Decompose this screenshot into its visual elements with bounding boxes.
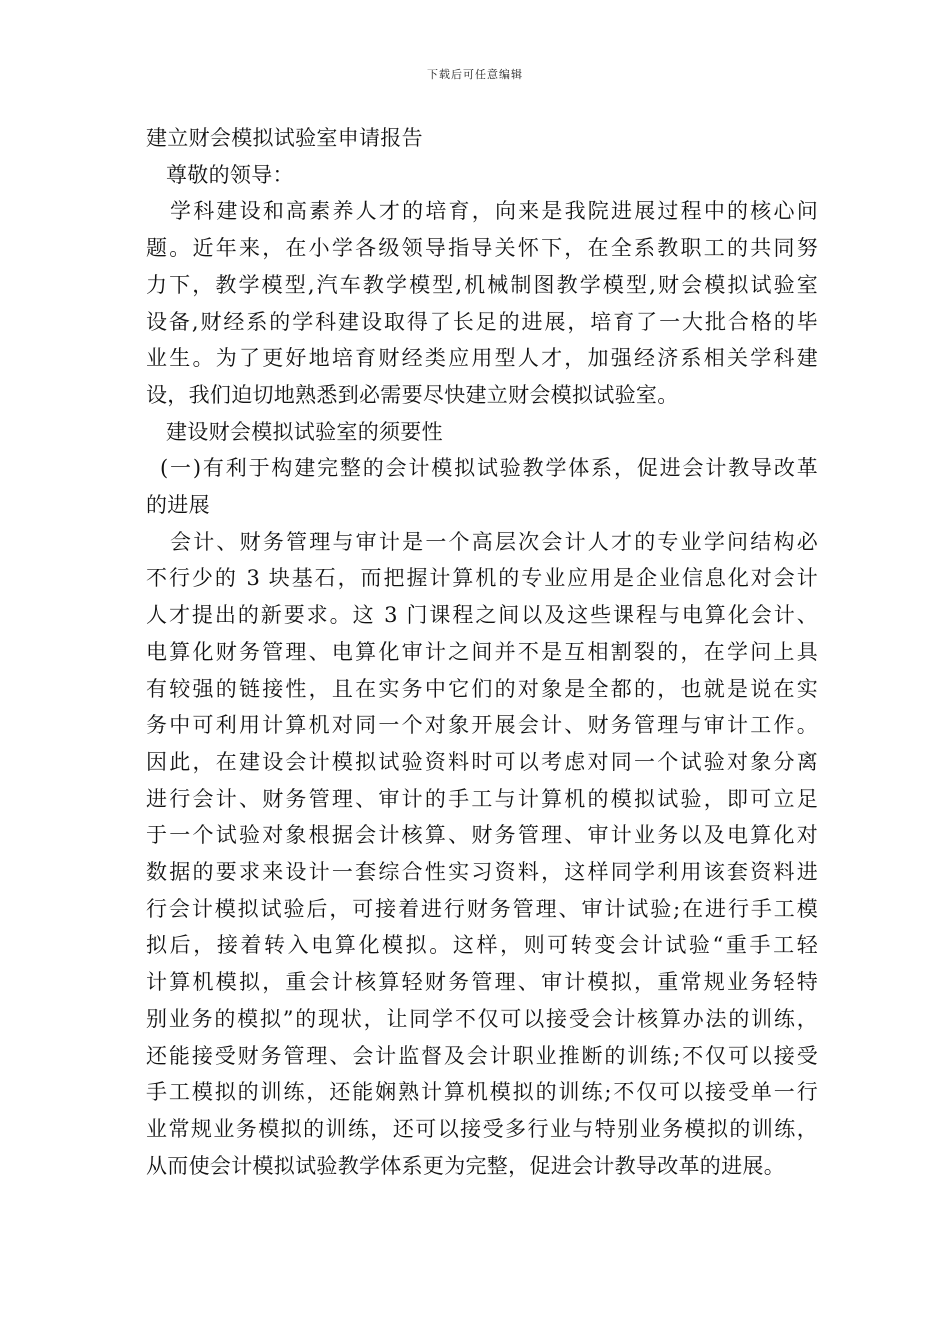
salutation: 尊敬的领导：: [166, 162, 294, 187]
paragraph-line: 不行少的 3 块基石，而把握计算机的专业应用是企业信息化对会计: [146, 566, 818, 591]
paragraph-line: 业常规业务模拟的训练，还可以接受多行业与特别业务模拟的训练，: [146, 1116, 818, 1141]
paragraph-line: 手工模拟的训练，还能娴熟计算机模拟的训练;不仅可以接受单一行: [146, 1080, 818, 1105]
paragraph-line: 人才提出的新要求。这 3 门课程之间以及这些课程与电算化会计、: [146, 603, 818, 628]
paragraph-line: 别业务的模拟”的现状，让同学不仅可以接受会计核算办法的训练，: [146, 1006, 818, 1031]
paragraph-line: 设备,财经系的学科建设取得了长足的进展，培育了一大批合格的毕: [146, 309, 818, 334]
paragraph-line: 拟后，接着转入电算化模拟。这样，则可转变会计试验“重手工轻: [146, 933, 818, 958]
paragraph-line: 会计、财务管理与审计是一个高层次会计人才的专业学问结构必: [170, 529, 818, 554]
paragraph-line: 设，我们迫切地熟悉到必需要尽快建立财会模拟试验室。: [146, 382, 679, 407]
paragraph-line: 学科建设和高素养人才的培育，向来是我院进展过程中的核心问: [170, 199, 818, 224]
paragraph-line: 进行会计、财务管理、审计的手工与计算机的模拟试验，即可立足: [146, 786, 818, 811]
paragraph-line: 电算化财务管理、电算化审计之间并不是互相割裂的，在学问上具: [146, 639, 818, 664]
paragraph-line: 数据的要求来设计一套综合性实习资料，这样同学利用该套资料进: [146, 860, 818, 885]
paragraph-line: 题。近年来，在小学各级领导指导关怀下，在全系教职工的共同努: [146, 236, 818, 261]
paragraph-line: 行会计模拟试验后，可接着进行财务管理、审计试验;在进行手工模: [146, 896, 818, 921]
body-paragraph: [146, 524, 818, 1185]
document-title: 建立财会模拟试验室申请报告: [146, 126, 423, 150]
section-heading: 建设财会模拟试验室的须要性: [166, 419, 443, 444]
intro-paragraph: [146, 193, 818, 413]
paragraph-line: 业生。为了更好地培育财经类应用型人才，加强经济系相关学科建: [146, 346, 818, 371]
paragraph-line: 还能接受财务管理、会计监督及会计职业推断的训练;不仅可以接受: [146, 1043, 818, 1068]
subheading-line: 的进展: [146, 493, 210, 518]
paragraph-line: 有较强的链接性，且在实务中它们的对象是全都的，也就是说在实: [146, 676, 818, 701]
page-header-note: 下载后可任意编辑: [427, 68, 523, 81]
paragraph-line: 力下，教学模型,汽车教学模型,机械制图教学模型,财会模拟试验室: [146, 272, 818, 297]
document-body: [146, 120, 818, 1184]
subheading: [146, 450, 818, 523]
subheading-line: (一)有利于构建完整的会计模拟试验教学体系，促进会计教导改革: [160, 456, 818, 481]
paragraph-line: 从而使会计模拟试验教学体系更为完整，促进会计教导改革的进展。: [146, 1153, 785, 1178]
paragraph-line: 务中可利用计算机对同一个对象开展会计、财务管理与审计工作。: [146, 713, 818, 738]
paragraph-line: 计算机模拟，重会计核算轻财务管理、审计模拟，重常规业务轻特: [146, 970, 818, 995]
paragraph-line: 因此，在建设会计模拟试验资料时可以考虑对同一个试验对象分离: [146, 749, 818, 774]
paragraph-line: 于一个试验对象根据会计核算、财务管理、审计业务以及电算化对: [146, 823, 818, 848]
